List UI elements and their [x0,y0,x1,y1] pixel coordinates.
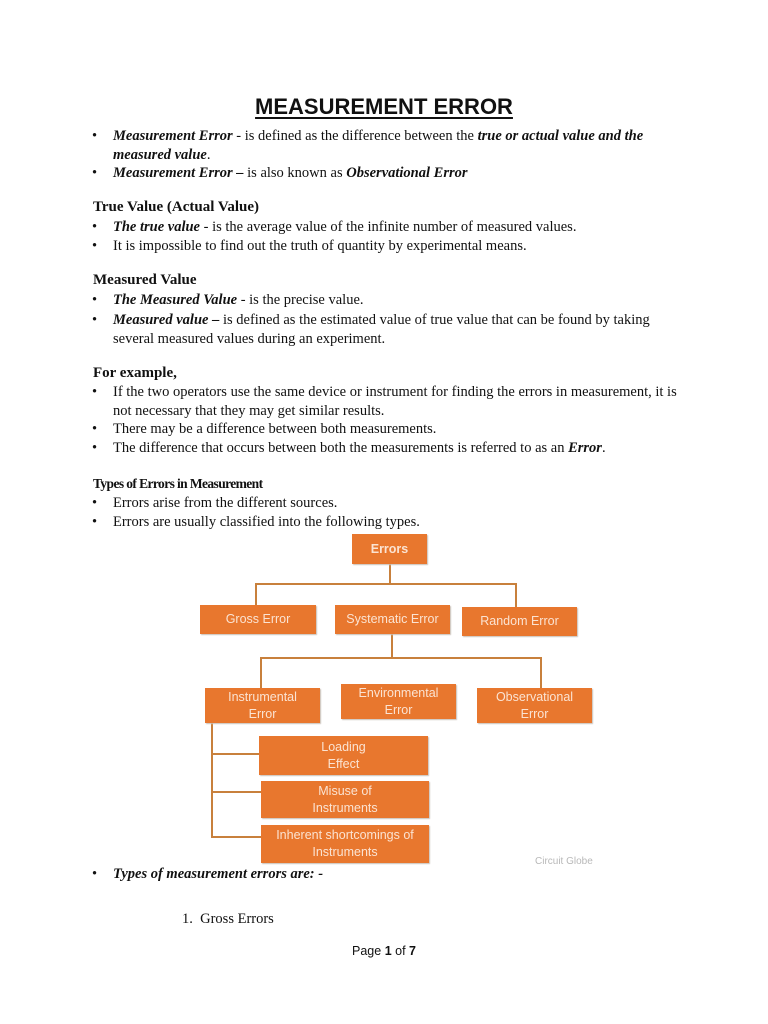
box-observational-error: Observational Error [477,688,592,723]
text: - is defined as the difference between the [232,128,478,144]
list-item: • Errors arise from the different sources. [113,494,693,513]
term: true or actual value and the measured value [113,128,644,163]
box-systematic-error: Systematic Error [335,605,450,634]
connector [389,564,391,585]
connector [211,723,213,838]
connector [255,583,257,605]
connector [255,583,517,585]
numbered-item [182,910,274,928]
text: - is the precise value. [237,292,364,308]
list-item [113,291,693,310]
term: Error [568,440,602,456]
connector [391,634,393,659]
page-title [0,94,768,120]
connector [540,657,542,688]
box-inherent-shortcomings: Inherent shortcomings of Instruments [261,825,429,863]
current-page: 1 [384,944,392,958]
connector [211,753,259,755]
term: The true value [113,219,200,235]
text: . [206,146,211,163]
list-item: • If the two operators use the same device or instrument for finding the errors in measurement, it is not necessary that they may get similar results. [113,383,693,420]
page-footer [0,944,768,958]
connector [260,657,542,659]
connector [260,657,262,688]
box-instrumental-error: Instrumental Error [205,688,320,723]
box-random-error: Random Error [462,607,577,636]
term: Measurement Error [113,128,233,144]
term: Measured value – [113,312,220,328]
total-pages: 7 [409,944,416,958]
connector [211,836,261,838]
text: is defined as the estimated value of true value that can be found by taking several measured values during an experiment. [113,312,650,347]
heading-example: For example, [93,365,177,381]
watermark: Circuit Globe [535,856,593,867]
list-item [113,237,693,256]
list-item: • Errors are usually classified into the following types. [113,513,693,532]
connector [515,583,517,607]
list-item [113,439,693,458]
bullet-also-known [113,164,693,183]
bullet-definition [113,127,693,164]
heading-types: Types of Errors in Measurement [93,476,263,491]
heading-true-value: True Value (Actual Value) [93,199,259,215]
list-item [113,218,693,237]
list-item [113,311,693,348]
list-item-types [113,865,693,884]
connector [211,791,261,793]
box-errors: Errors [352,534,427,564]
text: Page [352,944,385,958]
term: Observational Error [346,165,468,181]
title-text: MEASUREMENT ERROR [255,94,513,119]
number: 1. [182,911,193,927]
text: is also known as [243,165,347,181]
term: The Measured Value [113,292,238,308]
box-gross-error: Gross Error [200,605,316,634]
term: Measurement Error – [113,165,244,181]
text: - is the average value of the infinite number of measured values. [200,219,577,235]
term: Types of measurement errors are: - [113,866,324,882]
list-item: • There may be a difference between both measurements. [113,420,693,439]
box-environmental-error: Environmental Error [341,684,456,719]
text: of [391,944,410,958]
text: The difference that occurs between both the measurements is referred to as an [113,440,569,456]
text: . [601,440,606,456]
heading-measured-value: Measured Value [93,272,197,288]
text: Gross Errors [200,911,274,927]
text: It is impossible to find out the truth of quantity by experimental means. [113,238,527,254]
box-misuse-of-instruments: Misuse of Instruments [261,781,429,818]
box-loading-effect: Loading Effect [259,736,428,775]
